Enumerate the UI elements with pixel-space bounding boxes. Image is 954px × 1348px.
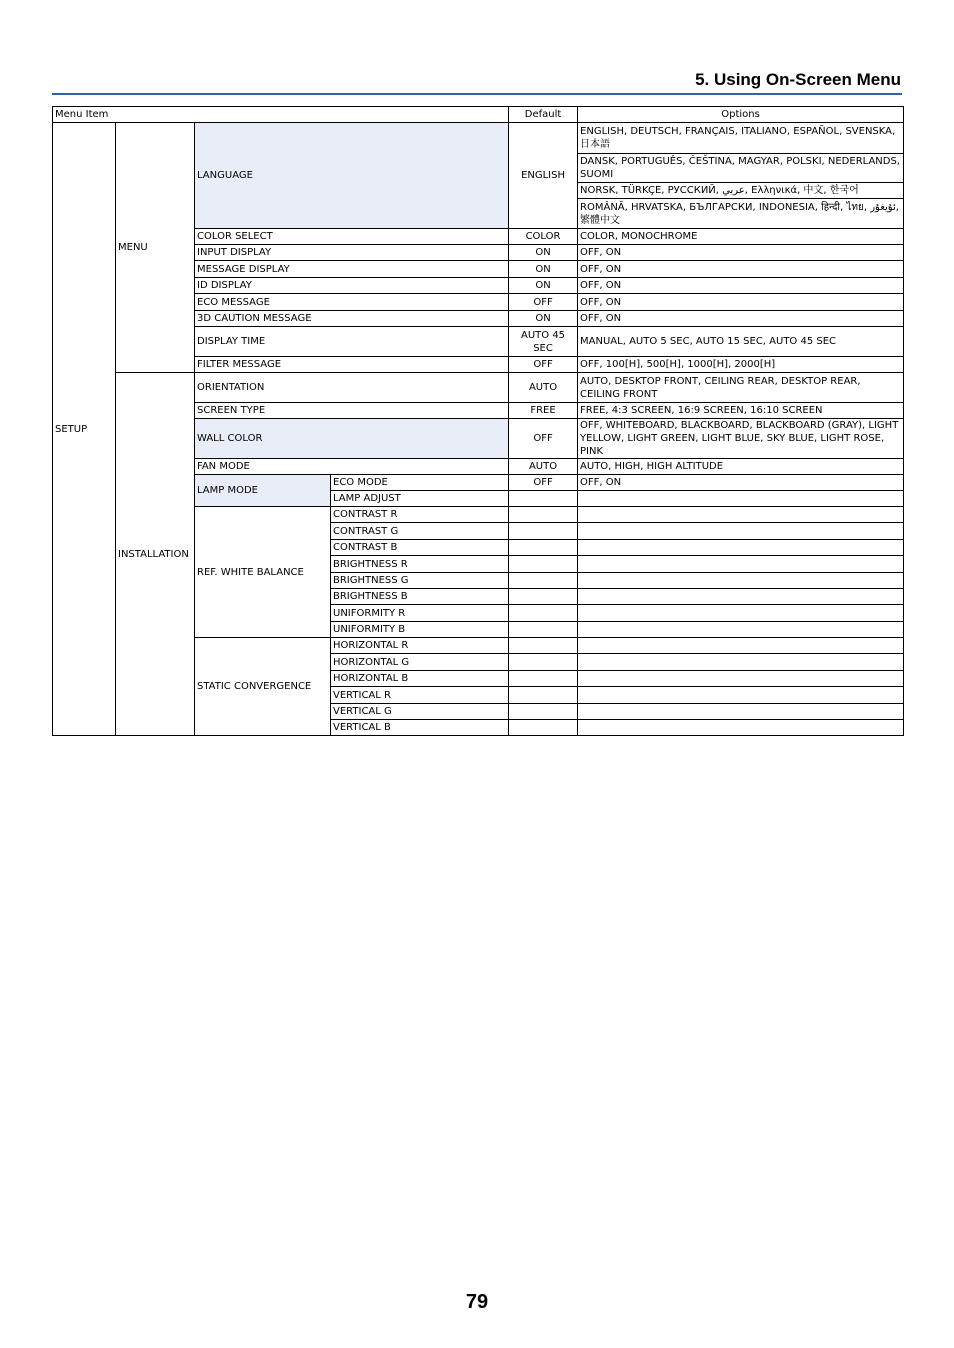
item-brightness-g: BRIGHTNESS G (331, 573, 509, 589)
item-input-display: INPUT DISPLAY (195, 245, 509, 261)
options-empty (578, 671, 904, 687)
item-id-display: ID DISPLAY (195, 278, 509, 294)
default-empty (509, 491, 578, 507)
options-empty (578, 540, 904, 556)
options-color-select: COLOR, MONOCHROME (578, 229, 904, 245)
item-uniformity-b: UNIFORMITY B (331, 622, 509, 638)
options-empty (578, 589, 904, 605)
options-empty (578, 573, 904, 589)
options-empty (578, 638, 904, 654)
options-message-display: OFF, ON (578, 261, 904, 278)
default-empty (509, 556, 578, 573)
options-empty (578, 556, 904, 573)
item-display-time: DISPLAY TIME (195, 327, 509, 357)
default-display-time: AUTO 45 SEC (509, 327, 578, 357)
default-eco-message: OFF (509, 294, 578, 311)
default-empty (509, 704, 578, 720)
item-orientation: ORIENTATION (195, 373, 509, 403)
default-empty (509, 671, 578, 687)
default-id-display: ON (509, 278, 578, 294)
item-static-convergence: STATIC CONVERGENCE (195, 638, 331, 736)
item-contrast-r: CONTRAST R (331, 507, 509, 523)
options-empty (578, 704, 904, 720)
default-wall-color: OFF (509, 419, 578, 459)
options-eco-mode: OFF, ON (578, 475, 904, 491)
default-empty (509, 654, 578, 671)
default-empty (509, 622, 578, 638)
item-fan-mode: FAN MODE (195, 459, 509, 475)
subcategory-menu: MENU (116, 123, 195, 373)
default-language: ENGLISH (509, 123, 578, 229)
item-3d-caution-message: 3D CAUTION MESSAGE (195, 311, 509, 327)
section-title: 5. Using On-Screen Menu (695, 70, 901, 89)
item-eco-message: ECO MESSAGE (195, 294, 509, 311)
default-eco-mode: OFF (509, 475, 578, 491)
item-ref-white-balance: REF. WHITE BALANCE (195, 507, 331, 638)
header-options: Options (578, 107, 904, 123)
options-language-1: ENGLISH, DEUTSCH, FRANÇAIS, ITALIANO, ESPAÑOL, SVENSKA, 日本語 (578, 123, 904, 154)
options-display-time: MANUAL, AUTO 5 SEC, AUTO 15 SEC, AUTO 45 SEC (578, 327, 904, 357)
options-screen-type: FREE, 4:3 SCREEN, 16:9 SCREEN, 16:10 SCREEN (578, 403, 904, 419)
item-vertical-b: VERTICAL B (331, 720, 509, 736)
options-empty (578, 491, 904, 507)
options-empty (578, 507, 904, 523)
default-empty (509, 540, 578, 556)
item-vertical-r: VERTICAL R (331, 687, 509, 704)
header-menu-item: Menu Item (53, 107, 509, 123)
options-language-3: NORSK, TÜRKÇE, РУССКИЙ, عربي, Ελληνικά, 中文, 한국어 (578, 183, 904, 199)
default-empty (509, 589, 578, 605)
options-eco-message: OFF, ON (578, 294, 904, 311)
item-lamp-mode: LAMP MODE (195, 475, 331, 507)
header-default: Default (509, 107, 578, 123)
default-3d-caution-message: ON (509, 311, 578, 327)
options-wall-color: OFF, WHITEBOARD, BLACKBOARD, BLACKBOARD (GRAY), LIGHT YELLOW, LIGHT GREEN, LIGHT BLUE, SKY BLUE, LIGHT ROSE, PINK (578, 419, 904, 459)
default-input-display: ON (509, 245, 578, 261)
item-brightness-r: BRIGHTNESS R (331, 556, 509, 573)
options-empty (578, 654, 904, 671)
item-message-display: MESSAGE DISPLAY (195, 261, 509, 278)
item-vertical-g: VERTICAL G (331, 704, 509, 720)
default-empty (509, 720, 578, 736)
table-row (53, 123, 904, 154)
menu-settings-table (52, 106, 904, 736)
subcategory-installation: INSTALLATION (116, 373, 195, 736)
options-empty (578, 622, 904, 638)
default-orientation: AUTO (509, 373, 578, 403)
options-input-display: OFF, ON (578, 245, 904, 261)
options-empty (578, 605, 904, 622)
item-contrast-g: CONTRAST G (331, 523, 509, 540)
table-header-row (53, 107, 904, 123)
page-number: 79 (465, 1291, 489, 1313)
item-contrast-b: CONTRAST B (331, 540, 509, 556)
options-empty (578, 523, 904, 540)
item-wall-color: WALL COLOR (195, 419, 509, 459)
category-setup: SETUP (53, 123, 116, 736)
item-brightness-b: BRIGHTNESS B (331, 589, 509, 605)
header-rule (52, 93, 902, 95)
item-horizontal-r: HORIZONTAL R (331, 638, 509, 654)
item-filter-message: FILTER MESSAGE (195, 357, 509, 373)
default-empty (509, 573, 578, 589)
item-screen-type: SCREEN TYPE (195, 403, 509, 419)
options-orientation: AUTO, DESKTOP FRONT, CEILING REAR, DESKTOP REAR, CEILING FRONT (578, 373, 904, 403)
item-horizontal-g: HORIZONTAL G (331, 654, 509, 671)
default-empty (509, 507, 578, 523)
default-color-select: COLOR (509, 229, 578, 245)
options-empty (578, 720, 904, 736)
table-row (53, 373, 904, 403)
options-language-4: ROMÂNĂ, HRVATSKA, БЪЛГАРСКИ, INDONESIA, हिन्दी, ไทย, ئۇيغۇر, 繁體中文 (578, 199, 904, 229)
item-lamp-adjust: LAMP ADJUST (331, 491, 509, 507)
options-filter-message: OFF, 100[H], 500[H], 1000[H], 2000[H] (578, 357, 904, 373)
default-empty (509, 523, 578, 540)
options-3d-caution-message: OFF, ON (578, 311, 904, 327)
default-message-display: ON (509, 261, 578, 278)
item-horizontal-b: HORIZONTAL B (331, 671, 509, 687)
default-screen-type: FREE (509, 403, 578, 419)
default-filter-message: OFF (509, 357, 578, 373)
default-fan-mode: AUTO (509, 459, 578, 475)
default-empty (509, 605, 578, 622)
item-color-select: COLOR SELECT (195, 229, 509, 245)
options-fan-mode: AUTO, HIGH, HIGH ALTITUDE (578, 459, 904, 475)
item-uniformity-r: UNIFORMITY R (331, 605, 509, 622)
options-empty (578, 687, 904, 704)
item-language: LANGUAGE (195, 123, 509, 229)
default-empty (509, 638, 578, 654)
item-eco-mode: ECO MODE (331, 475, 509, 491)
options-id-display: OFF, ON (578, 278, 904, 294)
options-language-2: DANSK, PORTUGUÊS, ČEŠTINA, MAGYAR, POLSKI, NEDERLANDS, SUOMI (578, 154, 904, 183)
default-empty (509, 687, 578, 704)
